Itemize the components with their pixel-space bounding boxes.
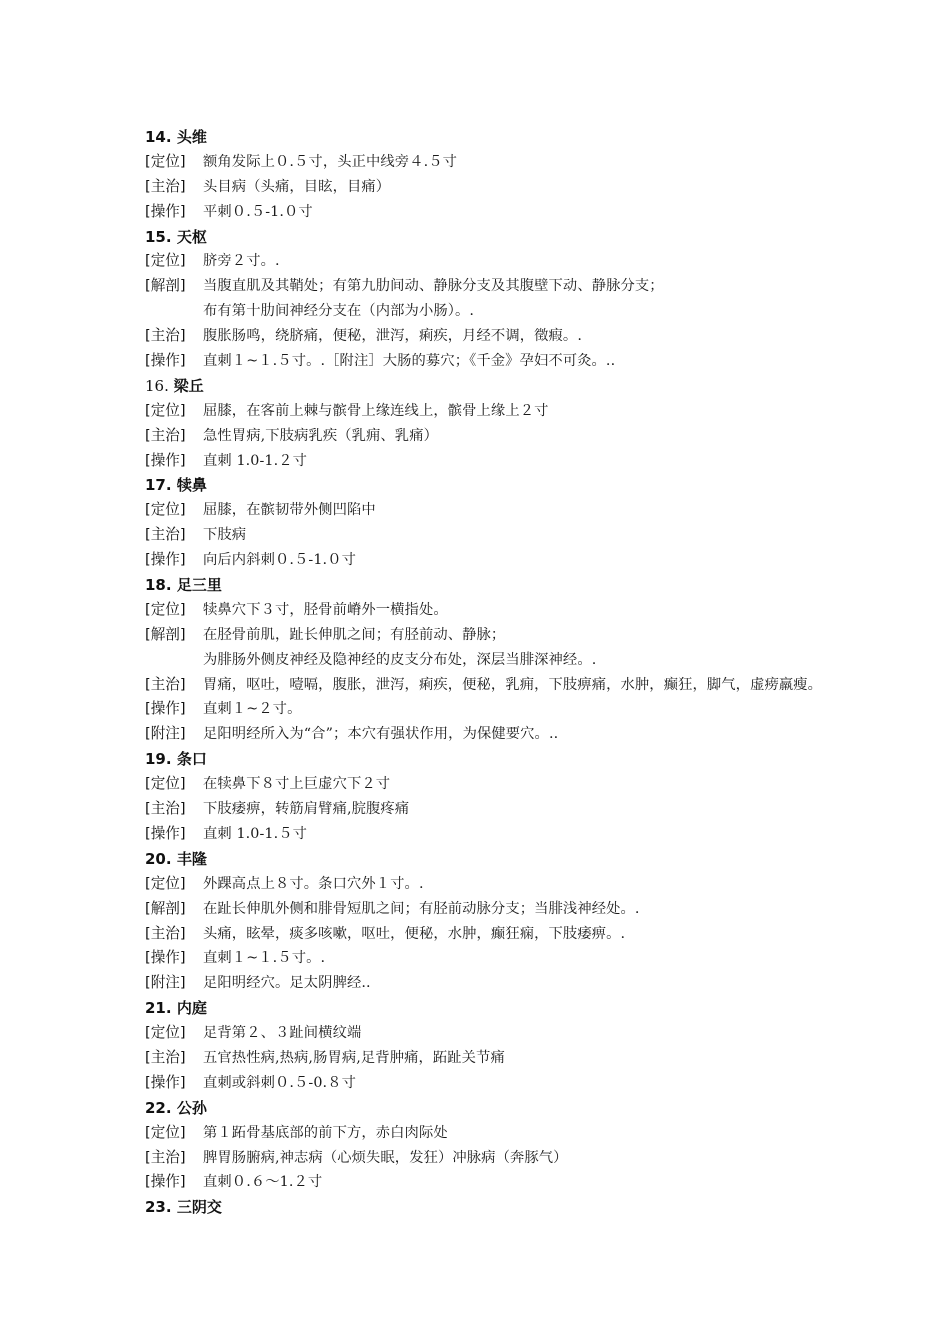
field-line (145, 449, 935, 474)
field-label: [定位] (145, 1123, 186, 1141)
acupoint-name: 内庭 (176, 999, 207, 1018)
field-label: [定位] (145, 252, 186, 270)
field-line (145, 523, 935, 548)
field-label: [附注] (145, 974, 186, 992)
field-label: [解剖] (145, 277, 186, 295)
field-label: [定位] (145, 152, 186, 170)
acupoint-number: 23. (145, 1198, 172, 1217)
field-line (145, 598, 935, 623)
field-label: [操作] (145, 824, 186, 842)
field-label: [主治] (145, 426, 186, 444)
field-line (145, 623, 935, 648)
field-line (145, 922, 935, 947)
field-text: 在趾长伸肌外侧和腓骨短肌之间；有胫前动脉分支；当腓浅神经处。. (203, 900, 640, 917)
field-line (145, 822, 935, 847)
acupoint-name: 三阴交 (176, 1198, 222, 1217)
field-line (145, 897, 935, 922)
field-label: [主治] (145, 675, 186, 693)
field-line (145, 424, 935, 449)
field-text: 脾胃肠腑病,神志病（心烦失眠，发狂）冲脉病（奔豚气） (203, 1149, 568, 1166)
field-line (145, 946, 935, 971)
field-line (145, 249, 935, 274)
field-text: 下肢病 (203, 527, 247, 544)
field-label: [操作] (145, 352, 186, 370)
field-label: [操作] (145, 1173, 186, 1191)
field-line (145, 399, 935, 424)
field-line (145, 349, 935, 374)
acupoint-number: 22. (145, 1098, 172, 1117)
acupoint-number: 21. (145, 999, 172, 1018)
field-label: [定位] (145, 775, 186, 793)
field-line (145, 697, 935, 722)
field-text: 直刺１~１.５寸。.［附注］大肠的募穴；《千金》孕妇不可灸。.. (203, 353, 616, 370)
acupoint-name: 头维 (176, 128, 207, 146)
acupoint-number: 15. (145, 227, 172, 246)
field-text: 平刺０.５-1.０寸 (203, 203, 313, 220)
field-line (145, 971, 935, 996)
acupoint-number: 14. (145, 128, 172, 146)
field-text: 脐旁２寸。. (203, 253, 280, 270)
field-text: 布有第十肋间神经分支在（内部为小肠）。. (203, 303, 475, 320)
field-line (145, 1146, 935, 1171)
field-text: 屈膝，在髌韧带外侧凹陷中 (203, 502, 376, 519)
acupoint-heading (145, 473, 935, 498)
acupoint-heading (145, 125, 935, 150)
field-line (145, 324, 935, 349)
field-text: 直刺 1.0-1.５寸 (203, 825, 308, 842)
acupoint-name: 丰隆 (176, 849, 207, 868)
field-label: [定位] (145, 1024, 186, 1042)
field-label: [操作] (145, 1073, 186, 1091)
field-label: [主治] (145, 327, 186, 345)
field-line (145, 1071, 935, 1096)
acupoint-heading (145, 573, 935, 598)
field-label: [操作] (145, 551, 186, 569)
field-text: 急性胃病,下肢病乳疾（乳痈、乳痛） (203, 427, 438, 444)
acupoint-heading (145, 747, 935, 772)
acupoint-heading (145, 374, 935, 399)
field-text: 头痛，眩晕，痰多咳嗽，呕吐，便秘，水肿，癫狂痫，下肢痿痹。. (203, 925, 626, 942)
field-text: 直刺１~２寸。 (203, 701, 302, 718)
field-text: 额角发际上０.５寸，头正中线旁４.５寸 (203, 153, 458, 170)
field-line (145, 548, 935, 573)
field-label: [主治] (145, 526, 186, 544)
field-text: 为腓肠外侧皮神经及隐神经的皮支分布处，深层当腓深神经。. (203, 651, 597, 668)
field-line (145, 872, 935, 897)
acupoint-number: 16. (145, 376, 169, 395)
field-label: [解剖] (145, 899, 186, 917)
field-label: [定位] (145, 874, 186, 892)
acupoint-number: 17. (145, 476, 172, 495)
field-line (145, 1021, 935, 1046)
field-line (145, 772, 935, 797)
field-label: [操作] (145, 451, 186, 469)
acupoint-number: 20. (145, 849, 172, 868)
field-text: 五官热性病,热病,肠胃病,足背肿痛，跖趾关节痛 (203, 1049, 505, 1066)
field-text: 当腹直肌及其鞘处；有第九肋间动、静脉分支及其腹壁下动、静脉分支； (203, 278, 664, 295)
field-text: 腹胀肠鸣，绕脐痛，便秘，泄泻，痢疾，月经不调，徵瘕。. (203, 328, 582, 345)
field-line (145, 274, 935, 299)
field-label: [定位] (145, 501, 186, 519)
field-text: 第１跖骨基底部的前下方，赤白肉际处 (203, 1124, 448, 1141)
acupoint-name: 条口 (176, 750, 207, 769)
acupoint-heading (145, 847, 935, 872)
field-text: 足阳明经所入为“合”；本穴有强状作用，为保健要穴。.. (203, 726, 559, 743)
acupoint-heading (145, 1195, 935, 1220)
field-text: 直刺 1.0-1.２寸 (203, 452, 308, 469)
field-label: [定位] (145, 401, 186, 419)
field-text: 足背第２、３趾间横纹端 (203, 1025, 362, 1042)
field-line (145, 498, 935, 523)
field-line (145, 1170, 935, 1195)
continuation-line (145, 648, 935, 673)
field-text: 胃痛，呕吐，噎嗝，腹胀，泄泻，痢疾，便秘，乳痈，下肢痹痛，水肿，癫狂，脚气，虚痨羸瘦。 (203, 676, 823, 693)
field-line (145, 1046, 935, 1071)
field-label: [主治] (145, 1148, 186, 1166)
field-text: 在胫骨前肌，趾长伸肌之间；有胫前动、静脉； (203, 626, 506, 643)
field-text: 屈膝，在客前上棘与髌骨上缘连线上，髌骨上缘上２寸 (203, 402, 549, 419)
field-text: 下肢痿痹，转筋肩臂痛,脘腹疼痛 (203, 801, 410, 818)
field-label: [定位] (145, 600, 186, 618)
acupoint-name: 犊鼻 (176, 476, 207, 495)
field-label: [主治] (145, 177, 186, 195)
field-label: [主治] (145, 1048, 186, 1066)
field-text: 足阳明经穴。足太阴脾经.. (203, 975, 371, 992)
field-text: 犊鼻穴下３寸，胫骨前嵴外一横指处。 (203, 601, 448, 618)
field-line (145, 200, 935, 225)
acupoint-number: 19. (145, 750, 172, 769)
field-line (145, 797, 935, 822)
acupoint-name: 天枢 (176, 227, 207, 246)
field-text: 直刺０.６～1.２寸 (203, 1174, 323, 1191)
field-line (145, 1121, 935, 1146)
document-body (145, 125, 935, 1220)
field-text: 直刺１~１.５寸。. (203, 950, 326, 967)
field-label: [附注] (145, 725, 186, 743)
field-label: [操作] (145, 700, 186, 718)
field-label: [主治] (145, 800, 186, 818)
field-line (145, 150, 935, 175)
field-label: [操作] (145, 949, 186, 967)
field-line (145, 722, 935, 747)
acupoint-name: 足三里 (176, 576, 222, 595)
field-text: 头目病（头痛，目眩，目痛） (203, 178, 391, 195)
acupoint-heading (145, 225, 935, 250)
acupoint-number: 18. (145, 576, 172, 595)
field-line (145, 673, 935, 698)
acupoint-heading (145, 996, 935, 1021)
acupoint-name: 梁丘 (173, 376, 204, 395)
field-line (145, 175, 935, 200)
field-label: [解剖] (145, 625, 186, 643)
field-label: [主治] (145, 924, 186, 942)
continuation-line (145, 299, 935, 324)
acupoint-name: 公孙 (176, 1098, 207, 1117)
field-label: [操作] (145, 202, 186, 220)
field-text: 在犊鼻下８寸上巨虚穴下２寸 (203, 776, 391, 793)
field-text: 直刺或斜刺０.５-0.８寸 (203, 1074, 356, 1091)
field-text: 向后内斜刺０.５-1.０寸 (203, 552, 356, 569)
acupoint-heading (145, 1096, 935, 1121)
field-text: 外踝高点上８寸。条口穴外１寸。. (203, 875, 424, 892)
